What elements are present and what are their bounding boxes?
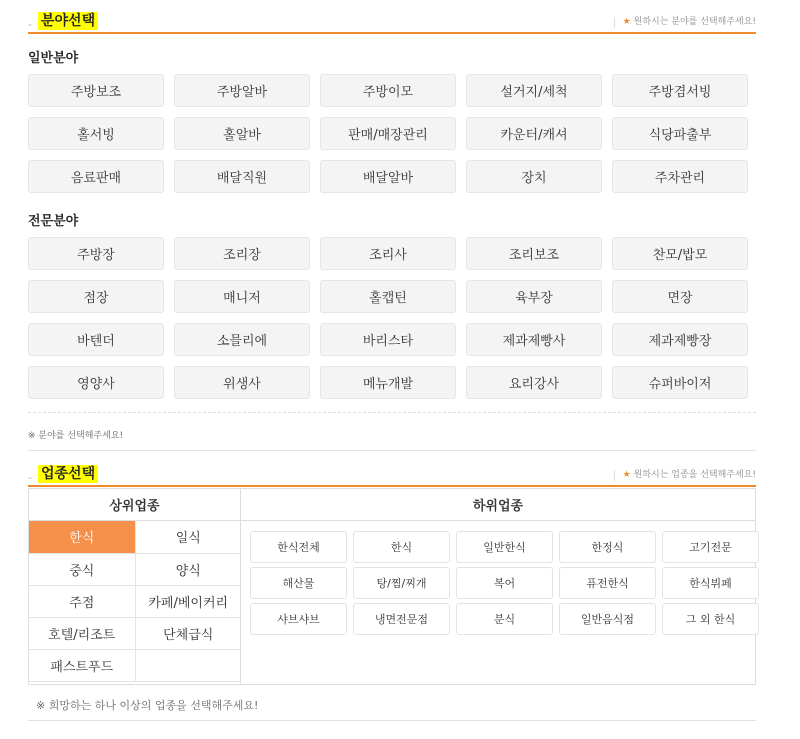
upper-industry-row [29,617,241,649]
section-dash: - [28,471,32,484]
field-section-title: 분야선택 [38,12,98,30]
upper-industry-row [29,553,241,585]
lower-industry-row [250,531,759,563]
section-dash: - [28,18,32,31]
field-option-button[interactable]: 매니저 [174,280,310,313]
upper-industry-option[interactable]: 주점 [29,585,135,617]
field-option-button[interactable]: 영양사 [28,366,164,399]
field-option-button[interactable]: 음료판매 [28,160,164,193]
industry-hint-text: 원하시는 업종을 선택해주세요! [633,470,756,480]
field-option-button[interactable]: 주방보조 [28,74,164,107]
field-notice: ※ 분야를 선택해주세요! [28,431,124,441]
star-icon: ★ [622,17,631,27]
button-row [28,74,748,107]
field-option-button[interactable]: 배달직원 [174,160,310,193]
field-option-button[interactable]: 조리사 [320,237,456,270]
upper-industry-option[interactable]: 단체급식 [135,617,241,649]
lower-industry-option[interactable]: 한식뷔페 [662,567,759,599]
upper-industry-option[interactable]: 카페/베이커리 [135,585,241,617]
field-option-button[interactable]: 점장 [28,280,164,313]
field-section-header [28,12,756,34]
star-icon: ★ [622,470,631,480]
button-row [28,366,748,399]
field-option-button[interactable]: 조리보조 [466,237,602,270]
specialist-field-label: 전문분야 [28,214,79,229]
empty-cell [135,649,241,681]
field-section-hint [614,17,756,28]
field-option-button[interactable]: 카운터/캐셔 [466,117,602,150]
field-option-button[interactable]: 메뉴개발 [320,366,456,399]
upper-industry-option[interactable]: 중식 [29,553,135,585]
field-option-button[interactable]: 홀캡틴 [320,280,456,313]
general-field-grid [28,74,748,203]
upper-industry-header: 상위업종 [29,489,240,521]
industry-notice: ※ 희망하는 하나 이상의 업종을 선택해주세요! [36,699,259,712]
field-option-button[interactable]: 홀알바 [174,117,310,150]
field-option-button[interactable]: 요리강사 [466,366,602,399]
field-option-button[interactable]: 식당파출부 [612,117,748,150]
field-option-button[interactable]: 면장 [612,280,748,313]
upper-industry-panel [29,489,241,684]
button-row [28,237,748,270]
lower-industry-option[interactable]: 분식 [456,603,553,635]
industry-selector [28,488,756,685]
field-option-button[interactable]: 슈퍼바이저 [612,366,748,399]
lower-industry-row [250,603,759,635]
upper-industry-option[interactable]: 양식 [135,553,241,585]
field-option-button[interactable]: 주방이모 [320,74,456,107]
industry-section-hint [614,470,756,481]
field-option-button[interactable]: 주방장 [28,237,164,270]
lower-industry-option[interactable]: 일반한식 [456,531,553,563]
field-option-button[interactable]: 주방겸서빙 [612,74,748,107]
button-row [28,323,748,356]
upper-industry-option[interactable]: 일식 [135,521,241,553]
field-option-button[interactable]: 판매/매장관리 [320,117,456,150]
field-option-button[interactable]: 육부장 [466,280,602,313]
lower-industry-option[interactable]: 한정식 [559,531,656,563]
lower-industry-option[interactable]: 탕/찜/찌개 [353,567,450,599]
field-option-button[interactable]: 위생사 [174,366,310,399]
upper-industry-row [29,521,241,553]
specialist-field-grid [28,237,748,409]
field-option-button[interactable]: 제과제빵장 [612,323,748,356]
lower-industry-panel [241,489,755,684]
lower-industry-option[interactable]: 샤브샤브 [250,603,347,635]
field-option-button[interactable]: 홀서빙 [28,117,164,150]
lower-industry-option[interactable]: 일반음식점 [559,603,656,635]
lower-industry-option[interactable]: 퓨전한식 [559,567,656,599]
upper-industry-option[interactable]: 패스트푸드 [29,649,135,681]
field-option-button[interactable]: 바리스타 [320,323,456,356]
lower-industry-row [250,567,759,599]
field-option-button[interactable]: 소믈리에 [174,323,310,356]
button-row [28,117,748,150]
upper-industry-row [29,649,241,681]
divider [28,450,756,451]
button-row [28,160,748,193]
lower-industry-option[interactable]: 한식전체 [250,531,347,563]
divider [28,412,756,413]
field-option-button[interactable]: 배달알바 [320,160,456,193]
upper-industry-option[interactable]: 한식 [29,521,135,553]
lower-industry-option[interactable]: 한식 [353,531,450,563]
field-option-button[interactable]: 설거지/세척 [466,74,602,107]
field-option-button[interactable]: 장치 [466,160,602,193]
industry-section-title: 업종선택 [38,465,98,483]
lower-industry-option[interactable]: 복어 [456,567,553,599]
upper-industry-row [29,585,241,617]
divider [28,720,756,721]
lower-industry-option[interactable]: 그 외 한식 [662,603,759,635]
lower-industry-header: 하위업종 [241,489,755,521]
field-option-button[interactable]: 제과제빵사 [466,323,602,356]
field-option-button[interactable]: 찬모/밥모 [612,237,748,270]
field-option-button[interactable]: 조리장 [174,237,310,270]
upper-industry-table [29,521,241,682]
industry-section-header [28,465,756,487]
lower-industry-grid [250,531,759,639]
lower-industry-option[interactable]: 해산물 [250,567,347,599]
field-option-button[interactable]: 주방알바 [174,74,310,107]
field-option-button[interactable]: 바텐더 [28,323,164,356]
general-field-label: 일반분야 [28,51,79,66]
button-row [28,280,748,313]
upper-industry-option[interactable]: 호텔/리조트 [29,617,135,649]
lower-industry-option[interactable]: 냉면전문점 [353,603,450,635]
field-hint-text: 원하시는 분야를 선택해주세요! [633,17,756,27]
lower-industry-option[interactable]: 고기전문 [662,531,759,563]
field-option-button[interactable]: 주차관리 [612,160,748,193]
